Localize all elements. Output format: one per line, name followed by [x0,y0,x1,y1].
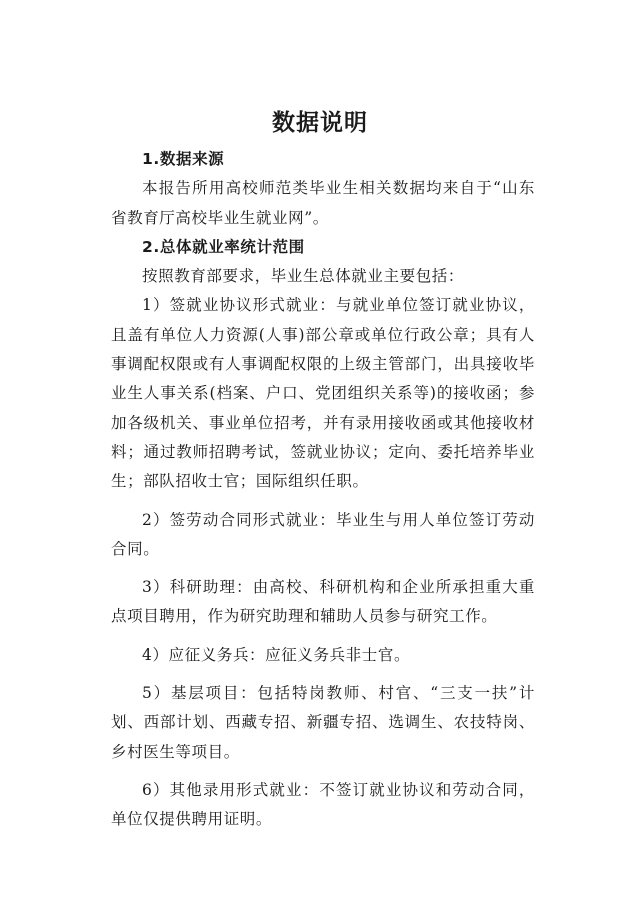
paragraph-intro: 按照教育部要求，毕业生总体就业主要包括： [142,267,465,286]
document-title: 数据说明 [272,110,368,136]
paragraph-item-1: 1）签就业协议形式就业：与就业单位签订就业协议，且盖有单位人力资源(人事)部公章或单位行政公章；具有人事调配权限或有人事调配权限的上级主管部门，出具接收毕业生人事关系(档案、户口、党团组织关系等)的接收函；参加各级机关、事业单位招考，并有录用接收函或其他接收材料；通过教师招聘考试，签就业协议；定向、委托培养毕业生；部队招收士官；国际组织任职。 [111,296,535,491]
document-body [111,145,535,835]
paragraph-data-source: 本报告所用高校师范类毕业生相关数据均来自于“山东省教育厅高校毕业生就业网”。 [111,179,535,227]
paragraph-item-6: 6）其他录用形式就业：不签订就业协议和劳动合同，单位仅提供聘用证明。 [111,780,535,829]
paragraph-item-2: 2）签劳动合同形式就业：毕业生与用人单位签订劳动合同。 [111,510,535,558]
paragraph-item-5: 5）基层项目：包括特岗教师、村官、“三支一扶”计划、西部计划、西藏专招、新疆专招、选调生、农技特岗、乡村医生等项目。 [111,684,535,761]
section-heading-data-source: 1.数据来源 [142,150,225,168]
section-heading-employment-scope: 2.总体就业率统计范围 [142,237,305,256]
paragraph-item-4: 4）应征义务兵：应征义务兵非士官。 [142,645,411,664]
paragraph-item-3: 3）科研助理：由高校、科研机构和企业所承担重大重点项目聘用，作为研究助理和辅助人员参与研究工作。 [111,578,535,626]
